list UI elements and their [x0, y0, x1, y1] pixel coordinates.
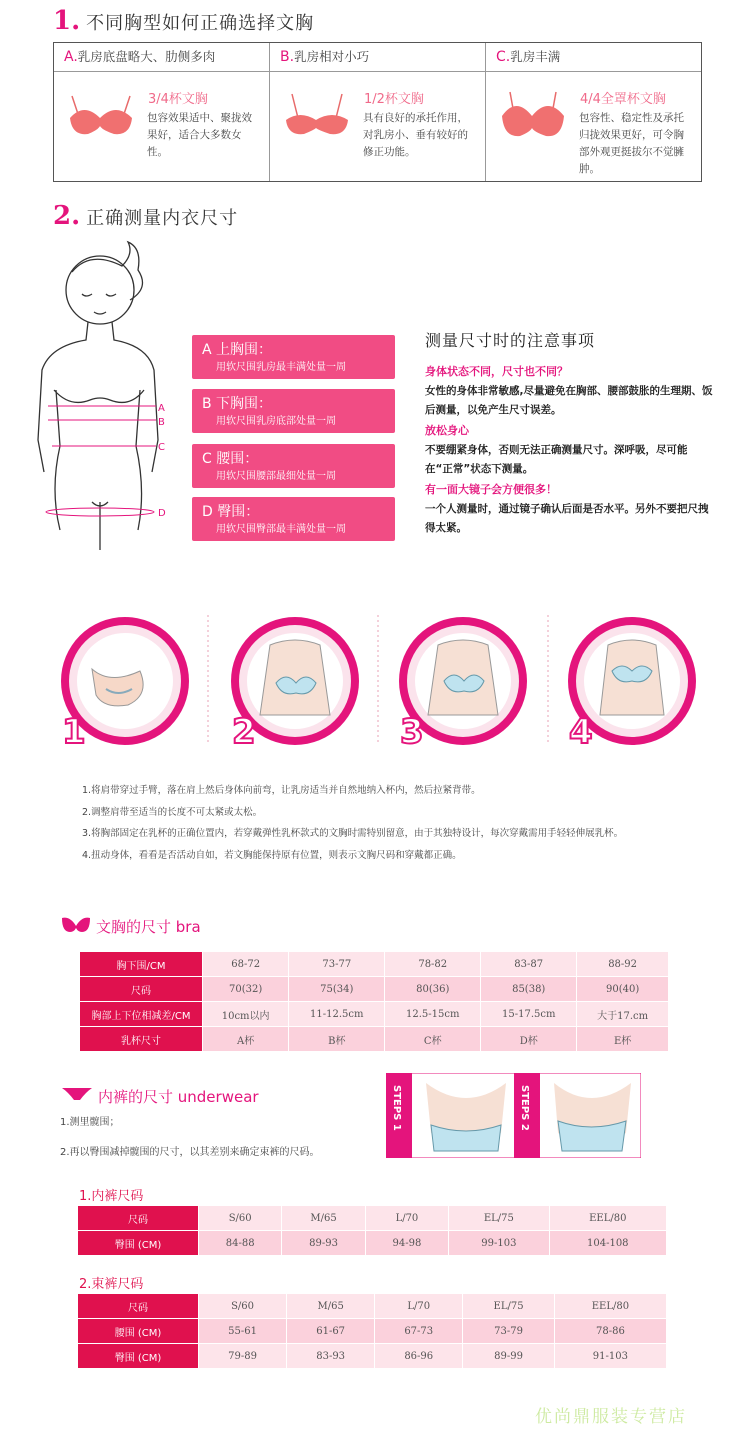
- step-number-2: 2: [232, 712, 256, 752]
- table-row: [78, 1206, 666, 1230]
- table-cell: 61-67: [287, 1319, 374, 1343]
- table-cell: M/65: [282, 1206, 364, 1230]
- underwear-size-title: 内裤的尺寸 underwear: [98, 1088, 259, 1106]
- table-row: [78, 1344, 666, 1368]
- table-cell: EL/75: [449, 1206, 548, 1230]
- bra-1-2-cup-icon: [282, 88, 352, 138]
- measure-a-title: A 上胸围：: [202, 342, 273, 358]
- table-row: [80, 1027, 668, 1051]
- table-cell: 胸下围/CM: [80, 952, 202, 976]
- table-cell: 90(40): [577, 977, 668, 1001]
- step-number-4: 4: [569, 712, 593, 752]
- table-cell: 83-93: [287, 1344, 374, 1368]
- table-cell: 83-87: [481, 952, 576, 976]
- table-cell: 尺码: [78, 1206, 198, 1230]
- bra-full-cup-icon: [498, 88, 568, 140]
- wear-step-3: 3.将胸部固定在乳杯的正确位置内，若穿戴弹性乳杯款式的文胸时需特别留意，由于其独特设计，每次穿戴需用手轻轻伸展乳杯。: [82, 828, 624, 839]
- table-cell: 尺码: [80, 977, 202, 1001]
- table-cell: 85(38): [481, 977, 576, 1001]
- section1-number: 1.: [53, 6, 81, 36]
- cup-desc-c: 包容性、稳定性及承托归拢效果更好，可令胸部外观更挺拔尔不觉臃肿。: [579, 112, 684, 175]
- table-cell: M/65: [287, 1294, 374, 1318]
- notes-heading: 测量尺寸时的注意事项: [425, 331, 596, 350]
- table-row: [80, 977, 668, 1001]
- step-number-1: 1: [62, 712, 86, 752]
- table-cell: 12.5-15cm: [385, 1002, 480, 1026]
- note-3-title: 有一面大镜子会方便很多！: [425, 483, 557, 496]
- type-header-c: C.乳房丰满: [486, 43, 701, 72]
- cup-name-a: 3/4杯文胸: [148, 92, 208, 107]
- bra-3-4-cup-icon: [66, 88, 136, 138]
- instruction-1: 1.测里髋围；: [60, 1117, 120, 1128]
- measure-c-title: C 腰围：: [202, 451, 259, 467]
- table-row: [78, 1294, 666, 1318]
- measure-box-d: [192, 497, 395, 541]
- measure-b-title: B 下胸围：: [202, 396, 273, 412]
- measure-a-desc: 用软尺围乳房最丰满处量一周: [216, 362, 346, 373]
- cup-name-b: 1/2杯文胸: [364, 92, 424, 107]
- note-1-title: 身体状态不同，尺寸也不同？: [425, 365, 568, 378]
- shaper-size-title: 2.束裤尺码: [79, 1277, 144, 1292]
- table-cell: 15-17.5cm: [481, 1002, 576, 1026]
- underwear-instructions: [60, 1108, 320, 1168]
- table-cell: A杯: [203, 1027, 288, 1051]
- table-cell: E杯: [577, 1027, 668, 1051]
- table-cell: 88-92: [577, 952, 668, 976]
- steps-1-label: STEPS 1: [391, 1085, 402, 1131]
- table-cell: 89-93: [282, 1231, 364, 1255]
- table-cell: 11-12.5cm: [289, 1002, 384, 1026]
- table-cell: L/70: [375, 1294, 462, 1318]
- table-cell: 84-88: [199, 1231, 281, 1255]
- table-cell: 86-96: [375, 1344, 462, 1368]
- table-cell: 臀围 (CM): [78, 1344, 198, 1368]
- table-cell: L/70: [366, 1206, 448, 1230]
- table-cell: 腰围 (CM): [78, 1319, 198, 1343]
- table-cell: 73-77: [289, 952, 384, 976]
- panties-size-table: [77, 1205, 667, 1256]
- table-row: [78, 1231, 666, 1255]
- table-cell: S/60: [199, 1206, 281, 1230]
- table-row: [80, 952, 668, 976]
- wear-step-4: 4.扭动身体，看看是否活动自如，若文胸能保持原有位置，则表示文胸尺码和穿戴都正确。: [82, 849, 462, 861]
- table-row: [78, 1319, 666, 1343]
- measure-box-c: [192, 444, 395, 488]
- store-watermark: 优尚鼎服装专营店: [535, 1407, 687, 1427]
- table-cell: 70(32): [203, 977, 288, 1001]
- note-3-text: 一个人测量时，通过镜子确认后面是否水平。另外不要把尺拽得太紧。: [425, 503, 709, 534]
- wear-steps-text: [82, 780, 623, 866]
- table-cell: 99-103: [449, 1231, 548, 1255]
- measure-c-desc: 用软尺围腰部最细处量一周: [216, 471, 336, 482]
- table-cell: EL/75: [463, 1294, 554, 1318]
- table-cell: 55-61: [199, 1319, 286, 1343]
- table-cell: 68-72: [203, 952, 288, 976]
- table-cell: 75(34): [289, 977, 384, 1001]
- label-d: D: [158, 508, 166, 519]
- section2-title: [53, 201, 238, 231]
- table-cell: D杯: [481, 1027, 576, 1051]
- section2-number: 2.: [53, 201, 81, 231]
- table-cell: 91-103: [555, 1344, 666, 1368]
- table-cell: 臀围 (CM): [78, 1231, 198, 1255]
- table-cell: 89-99: [463, 1344, 554, 1368]
- table-cell: 94-98: [366, 1231, 448, 1255]
- measurement-notes: [425, 328, 715, 540]
- table-cell: 78-82: [385, 952, 480, 976]
- bra-size-title: 文胸的尺寸 bra: [96, 918, 201, 936]
- table-cell: EEL/80: [550, 1206, 666, 1230]
- steps-2-label: STEPS 2: [519, 1085, 530, 1131]
- label-c: C: [158, 442, 165, 453]
- table-cell: S/60: [199, 1294, 286, 1318]
- body-measurement-figure: [30, 240, 180, 555]
- cup-desc-a: 包容效果适中、聚拢效果好，适合大多数女性。: [147, 112, 252, 158]
- table-cell: EEL/80: [555, 1294, 666, 1318]
- note-1-text: 女性的身体非常敏感,尽量避免在胸部、腰部鼓胀的生理期、饭后测量，以免产生尺寸误差。: [425, 385, 713, 416]
- wear-step-2: 2.调整肩带至适当的长度不可太紧或太松。: [82, 806, 263, 818]
- step-number-3: 3: [400, 712, 424, 752]
- table-cell: 104-108: [550, 1231, 666, 1255]
- panties-size-title: 1.内裤尺码: [79, 1189, 144, 1204]
- wear-step-1: 1.将肩带穿过手臂，落在肩上然后身体向前弯，让乳房适当并自然地纳入杯内，然后拉紧背带。: [82, 785, 481, 796]
- type-header-a: A.乳房底盘略大、肋侧多肉: [54, 43, 269, 72]
- section1-heading: 不同胸型如何正确选择文胸: [86, 13, 315, 34]
- type-column-c: [486, 43, 701, 181]
- instruction-2: 2.再以臀围减掉髋围的尺寸，以其差别来确定束裤的尺码。: [60, 1147, 320, 1158]
- note-2-text: 不要绷紧身体，否则无法正确测量尺寸。深呼吸，尽可能在“正常”状态下测量。: [425, 444, 688, 475]
- measure-d-title: D 臀围：: [202, 504, 260, 520]
- label-a: A: [158, 403, 165, 414]
- section2-heading: 正确测量内衣尺寸: [86, 208, 239, 229]
- type-header-b: B.乳房相对小巧: [270, 43, 485, 72]
- measure-box-b: [192, 389, 395, 433]
- shaper-size-table: [77, 1293, 667, 1369]
- measure-box-a: [192, 335, 395, 379]
- table-row: [80, 1002, 668, 1026]
- table-cell: 乳杯尺寸: [80, 1027, 202, 1051]
- table-cell: C杯: [385, 1027, 480, 1051]
- bra-icon: [60, 914, 92, 934]
- breast-type-table: [53, 42, 702, 182]
- table-cell: 80(36): [385, 977, 480, 1001]
- measure-b-desc: 用软尺围乳房底部处量一周: [216, 416, 336, 427]
- table-cell: B杯: [289, 1027, 384, 1051]
- table-cell: 73-79: [463, 1319, 554, 1343]
- type-column-a: [54, 43, 270, 181]
- note-2-title: 放松身心: [425, 424, 469, 437]
- table-cell: 胸部上下位相减差/CM: [80, 1002, 202, 1026]
- section1-title: [53, 6, 314, 36]
- table-cell: 10cm以内: [203, 1002, 288, 1026]
- cup-name-c: 4/4全罩杯文胸: [580, 92, 666, 107]
- cup-desc-b: 具有良好的承托作用，对乳房小、垂有较好的修正功能。: [363, 112, 468, 158]
- table-cell: 78-86: [555, 1319, 666, 1343]
- wear-steps-illustrations: [0, 605, 750, 755]
- table-cell: 79-89: [199, 1344, 286, 1368]
- table-cell: 尺码: [78, 1294, 198, 1318]
- underwear-steps-image: [386, 1073, 641, 1158]
- table-cell: 大于17.cm: [577, 1002, 668, 1026]
- underwear-icon: [60, 1086, 94, 1102]
- measure-d-desc: 用软尺围臀部最丰满处量一周: [216, 524, 346, 535]
- bra-size-table: [79, 951, 669, 1052]
- type-column-b: [270, 43, 486, 181]
- table-cell: 67-73: [375, 1319, 462, 1343]
- label-b: B: [158, 417, 165, 428]
